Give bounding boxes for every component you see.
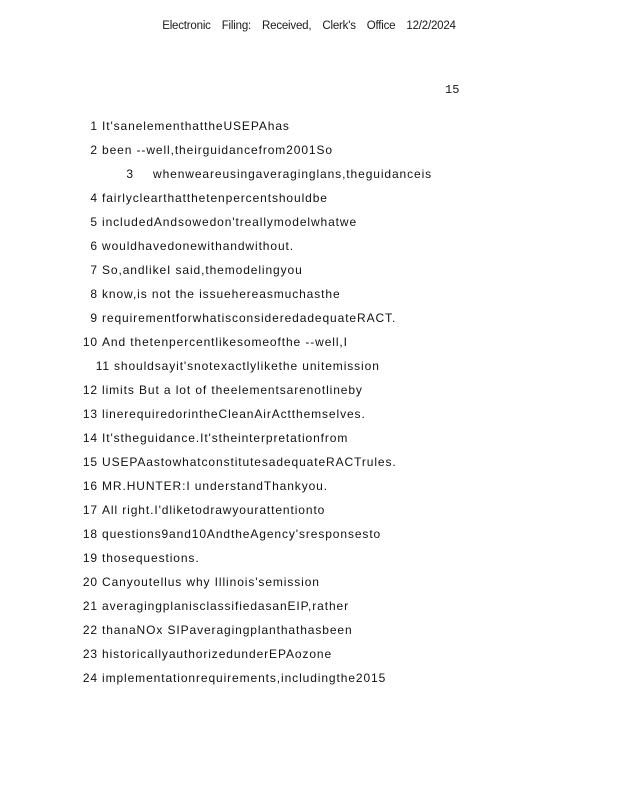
header-date: 12/2/2024 [406,20,456,32]
line-number: 15 [82,455,98,469]
line-text: MR.HUNTER:I understandThankyou. [102,479,328,493]
line-text: thanaNOx SIPaveragingplanthathasbeen [102,623,353,637]
line-number: 6 [90,239,98,253]
line-number: 21 [82,599,98,613]
line-number: 4 [90,191,98,205]
line-text: whenweareusingaveraginglans,theguidanceis [153,167,433,181]
line-number: 22 [82,623,98,637]
line-number: 24 [82,671,98,685]
line-number: 13 [82,407,98,421]
line-number: 2 [90,143,98,157]
line-number: 8 [90,287,98,301]
line-number: 1 [90,119,98,133]
transcript-line [0,166,618,190]
line-text: So,andlikeI said,themodelingyou [102,263,303,277]
line-number: 9 [90,311,98,325]
transcript-line [0,430,618,454]
header-word-office: Office [366,20,396,32]
line-text: questions9and10AndtheAgency'sresponsesto [102,527,382,541]
transcript-body [0,118,618,694]
filing-header [0,20,618,32]
header-word-filing: Filing: [221,20,252,32]
transcript-line [0,622,618,646]
transcript-line [0,238,618,262]
header-word-electronic: Electronic [162,20,211,32]
transcript-line [0,142,618,166]
line-number: 3 [126,167,134,181]
transcript-line [0,454,618,478]
transcript-line [0,406,618,430]
line-number: 17 [82,503,98,517]
line-number: 11 [95,359,110,373]
line-text: shouldsayit'snotexactlylikethe unitemission [114,359,380,373]
line-number: 23 [82,647,98,661]
transcript-line [0,574,618,598]
line-text: been --well,theirguidancefrom2001So [102,143,333,157]
line-text: Canyoutellus why Illinois'semission [102,575,320,589]
line-text: linerequiredorintheCleanAirActthemselves. [102,407,366,421]
transcript-line [0,526,618,550]
transcript-line [0,382,618,406]
header-word-received: Received, [262,20,312,32]
line-text: thosequestions. [102,551,200,565]
line-text: requirementforwhatisconsideredadequateRACT. [102,311,397,325]
line-text: implementationrequirements,includingthe2015 [102,671,387,685]
line-number: 7 [90,263,98,277]
line-number: 14 [82,431,98,445]
line-text: wouldhavedonewithandwithout. [102,239,294,253]
line-text: know,is not the issuehereasmuchasthe [102,287,341,301]
header-word-clerks: Clerk's [322,20,356,32]
line-text: fairlyclearthatthetenpercentshouldbe [102,191,328,205]
line-text: limits But a lot of theelementsarenotlineby [102,383,363,397]
transcript-line [0,286,618,310]
line-number: 5 [90,215,98,229]
transcript-line [0,214,618,238]
line-text: includedAndsowedon'treallymodelwhatwe [102,215,358,229]
transcript-line [0,478,618,502]
transcript-line [0,598,618,622]
transcript-line [0,358,618,382]
line-number: 12 [82,383,98,397]
transcript-line [0,670,618,694]
page-number: 15 [445,83,460,97]
line-number: 20 [82,575,98,589]
line-text: It'stheguidance.It'stheinterpretationfrom [102,431,349,445]
transcript-line [0,118,618,142]
line-text: All right.I'dliketodrawyourattentionto [102,503,326,517]
line-text: USEPAastowhatconstitutesadequateRACTrules. [102,455,397,469]
transcript-line [0,550,618,574]
transcript-line [0,646,618,670]
transcript-line [0,334,618,358]
transcript-line [0,310,618,334]
line-text: averagingplanisclassifiedasanEIP,rather [102,599,350,613]
line-number: 18 [82,527,98,541]
line-number: 19 [82,551,98,565]
line-text: And thetenpercentlikesomeofthe --well,I [102,335,348,349]
transcript-line [0,262,618,286]
line-text: historicallyauthorizedunderEPAozone [102,647,333,661]
transcript-line [0,502,618,526]
line-number: 10 [82,335,98,349]
transcript-line [0,190,618,214]
line-text: It'sanelementhattheUSEPAhas [102,119,290,133]
line-number: 16 [82,479,98,493]
